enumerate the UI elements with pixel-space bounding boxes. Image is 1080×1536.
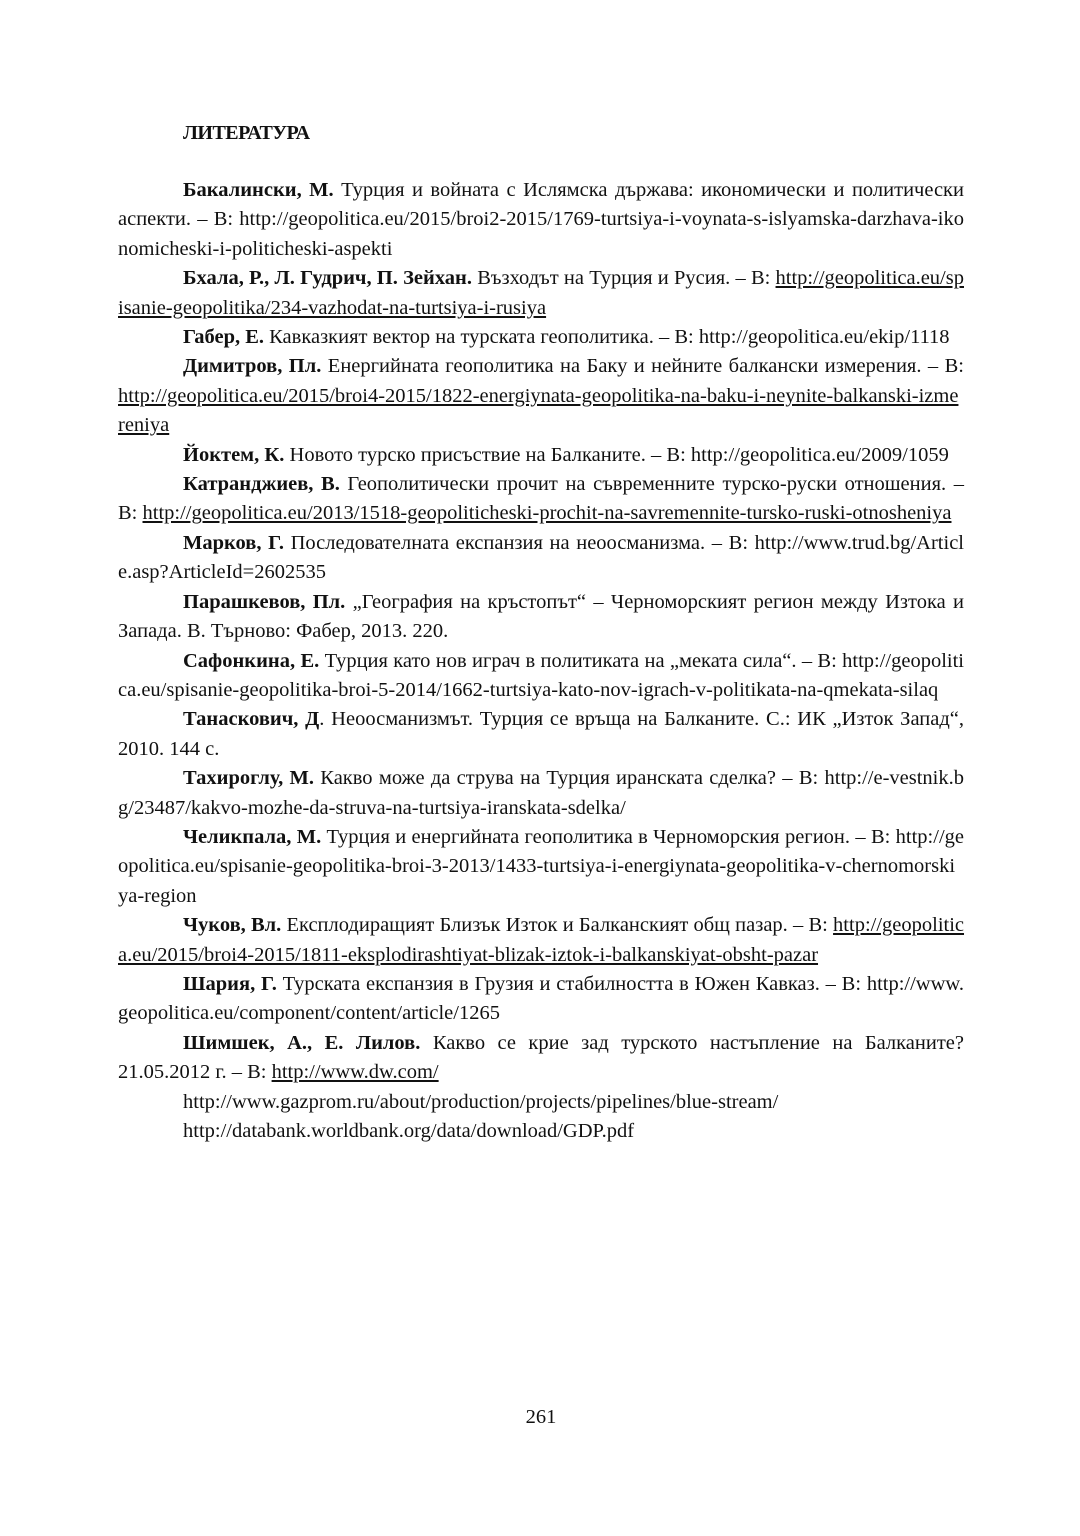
reference-link[interactable]: http://geopolitica.eu/spisanie-geopolitika-broi-5-2014/1662-turtsiya-kato-nov-igrach-v-politikata-na-qmekata-silaq: [118, 649, 964, 701]
reference-item: [118, 911, 964, 970]
reference-link[interactable]: http://geopolitica.eu/2013/1518-geopoliticheski-prochit-na-savremennite-tursko-ruski-otnosheniya: [142, 502, 952, 525]
reference-text: Турция и войната с Ислямска държава: икономически и политически аспекти. – В:: [118, 179, 964, 231]
reference-link[interactable]: http://geopolitica.eu/2015/broi4-2015/1811-eksplodirashtiyat-blizak-iztok-i-balkanskiyat-obsht-pazar: [118, 914, 965, 966]
reference-item: [118, 352, 964, 440]
reference-text: Геополитически прочит на съвременните турско-руски отношения. – В:: [118, 473, 964, 525]
reference-text: Последователната експанзия на неоосманизма. – В:: [283, 531, 755, 554]
reference-item: [118, 1029, 964, 1088]
reference-text: Енергийната геополитика на Баку и нейните балкански измерения. – В:: [321, 355, 964, 378]
reference-text: Турция и енергийната геополитика в Черноморския регион. – В:: [321, 825, 896, 848]
section-heading: ЛИТЕРАТУРА: [183, 122, 310, 144]
reference-link[interactable]: http://www.geopolitica.eu/component/content/article/1265: [118, 972, 964, 1025]
plain-link[interactable]: http://databank.worldbank.org/data/download/GDP.pdf: [183, 1120, 635, 1142]
reference-text: Възходът на Турция и Русия. – В:: [472, 267, 776, 290]
reference-list: [118, 176, 964, 1146]
reference-author: Сафонкина, Е.: [183, 649, 320, 672]
reference-author: Шимшек, А., Е. Лилов.: [183, 1031, 421, 1054]
reference-text: Новото турско присъствие на Балканите. – В:: [284, 443, 691, 466]
reference-link[interactable]: http://www.dw.com/: [271, 1061, 439, 1084]
reference-item: [118, 264, 964, 323]
reference-item: [118, 529, 964, 588]
reference-author: Чуков, Вл.: [183, 914, 282, 937]
reference-text: Турция като нов играч в политиката на „меката сила“. – В:: [319, 649, 843, 672]
reference-item: [118, 323, 964, 352]
reference-text: Експлодиращият Близък Изток и Балканският общ пазар. – В:: [281, 914, 834, 937]
reference-item: [118, 823, 964, 911]
plain-link[interactable]: http://www.gazprom.ru/about/production/projects/pipelines/blue-stream/: [183, 1090, 779, 1113]
reference-item: [118, 705, 964, 764]
reference-link[interactable]: http://geopolitica.eu/ekip/1118: [698, 326, 950, 349]
reference-link[interactable]: http://geopolitica.eu/spisanie-geopolitika/234-vazhodat-na-turtsiya-i-rusiya: [118, 267, 964, 319]
reference-item: [118, 470, 964, 529]
reference-link[interactable]: http://www.trud.bg/Article.asp?ArticleId=2602535: [118, 531, 964, 584]
reference-item: [118, 970, 964, 1029]
reference-text: Какво може да струва на Турция иранската сделка? – В:: [314, 767, 825, 790]
reference-author: Парашкевов, Пл.: [183, 590, 346, 613]
reference-item: [118, 588, 964, 647]
reference-author: Бхала, Р., Л. Гудрич, П. Зейхан.: [183, 267, 472, 290]
reference-text: Какво се крие зад турското настъпление на Балканите? 21.05.2012 г. – В:: [118, 1031, 964, 1084]
reference-text: Кавказкият вектор на турската геополитика. – В:: [264, 326, 699, 349]
reference-item: [118, 176, 964, 264]
page: [118, 0, 964, 1536]
reference-author: Бакалински, М.: [183, 179, 334, 201]
reference-author: Йоктем, К.: [183, 443, 285, 466]
reference-author: Шария, Г.: [183, 972, 277, 995]
reference-author: Марков, Г.: [183, 531, 284, 554]
reference-link[interactable]: http://geopolitica.eu/2015/broi2-2015/1769-turtsiya-i-voynata-s-islyamska-darzhava-ikonomicheski-i-politicheski-aspekti: [118, 208, 964, 260]
reference-link[interactable]: http://geopolitica.eu/2009/1059: [690, 443, 949, 466]
reference-author: Челикпала, М.: [183, 825, 322, 848]
reference-link[interactable]: http://e-vestnik.bg/23487/kakvo-mozhe-da-struva-na-turtsiya-iranskata-sdelka/: [118, 767, 964, 819]
reference-link[interactable]: http://geopolitica.eu/2015/broi4-2015/1822-energiynata-geopolitika-na-baku-i-neynite-balkanski-izmereniya: [118, 384, 959, 437]
reference-text: Турската експанзия в Грузия и стабилността в Южен Кавказ. – В:: [276, 972, 867, 995]
reference-author: Танаскович, Д: [183, 708, 320, 731]
reference-item: [118, 647, 964, 706]
reference-item: [118, 441, 964, 470]
reference-author: Тахироглу, М.: [183, 767, 314, 790]
reference-link[interactable]: http://geopolitica.eu/spisanie-geopolitika-broi-3-2013/1433-turtsiya-i-energiynata-geopolitika-v-chernomorskiya-region: [118, 825, 964, 907]
reference-author: Габер, Е.: [183, 326, 265, 349]
page-number: 261: [525, 1406, 557, 1428]
reference-text: . Неоосманизмът. Турция се връща на Балканите. С.: ИК „Изток Запад“, 2010. 144 с.: [118, 708, 964, 760]
reference-author: Димитров, Пл.: [183, 355, 322, 378]
reference-author: Катранджиев, В.: [183, 473, 340, 496]
reference-text: „География на кръстопът“ – Черноморският регион между Изтока и Запада. В. Търново: Фабер, 2013. 220.: [118, 590, 964, 643]
reference-item: [118, 764, 964, 823]
